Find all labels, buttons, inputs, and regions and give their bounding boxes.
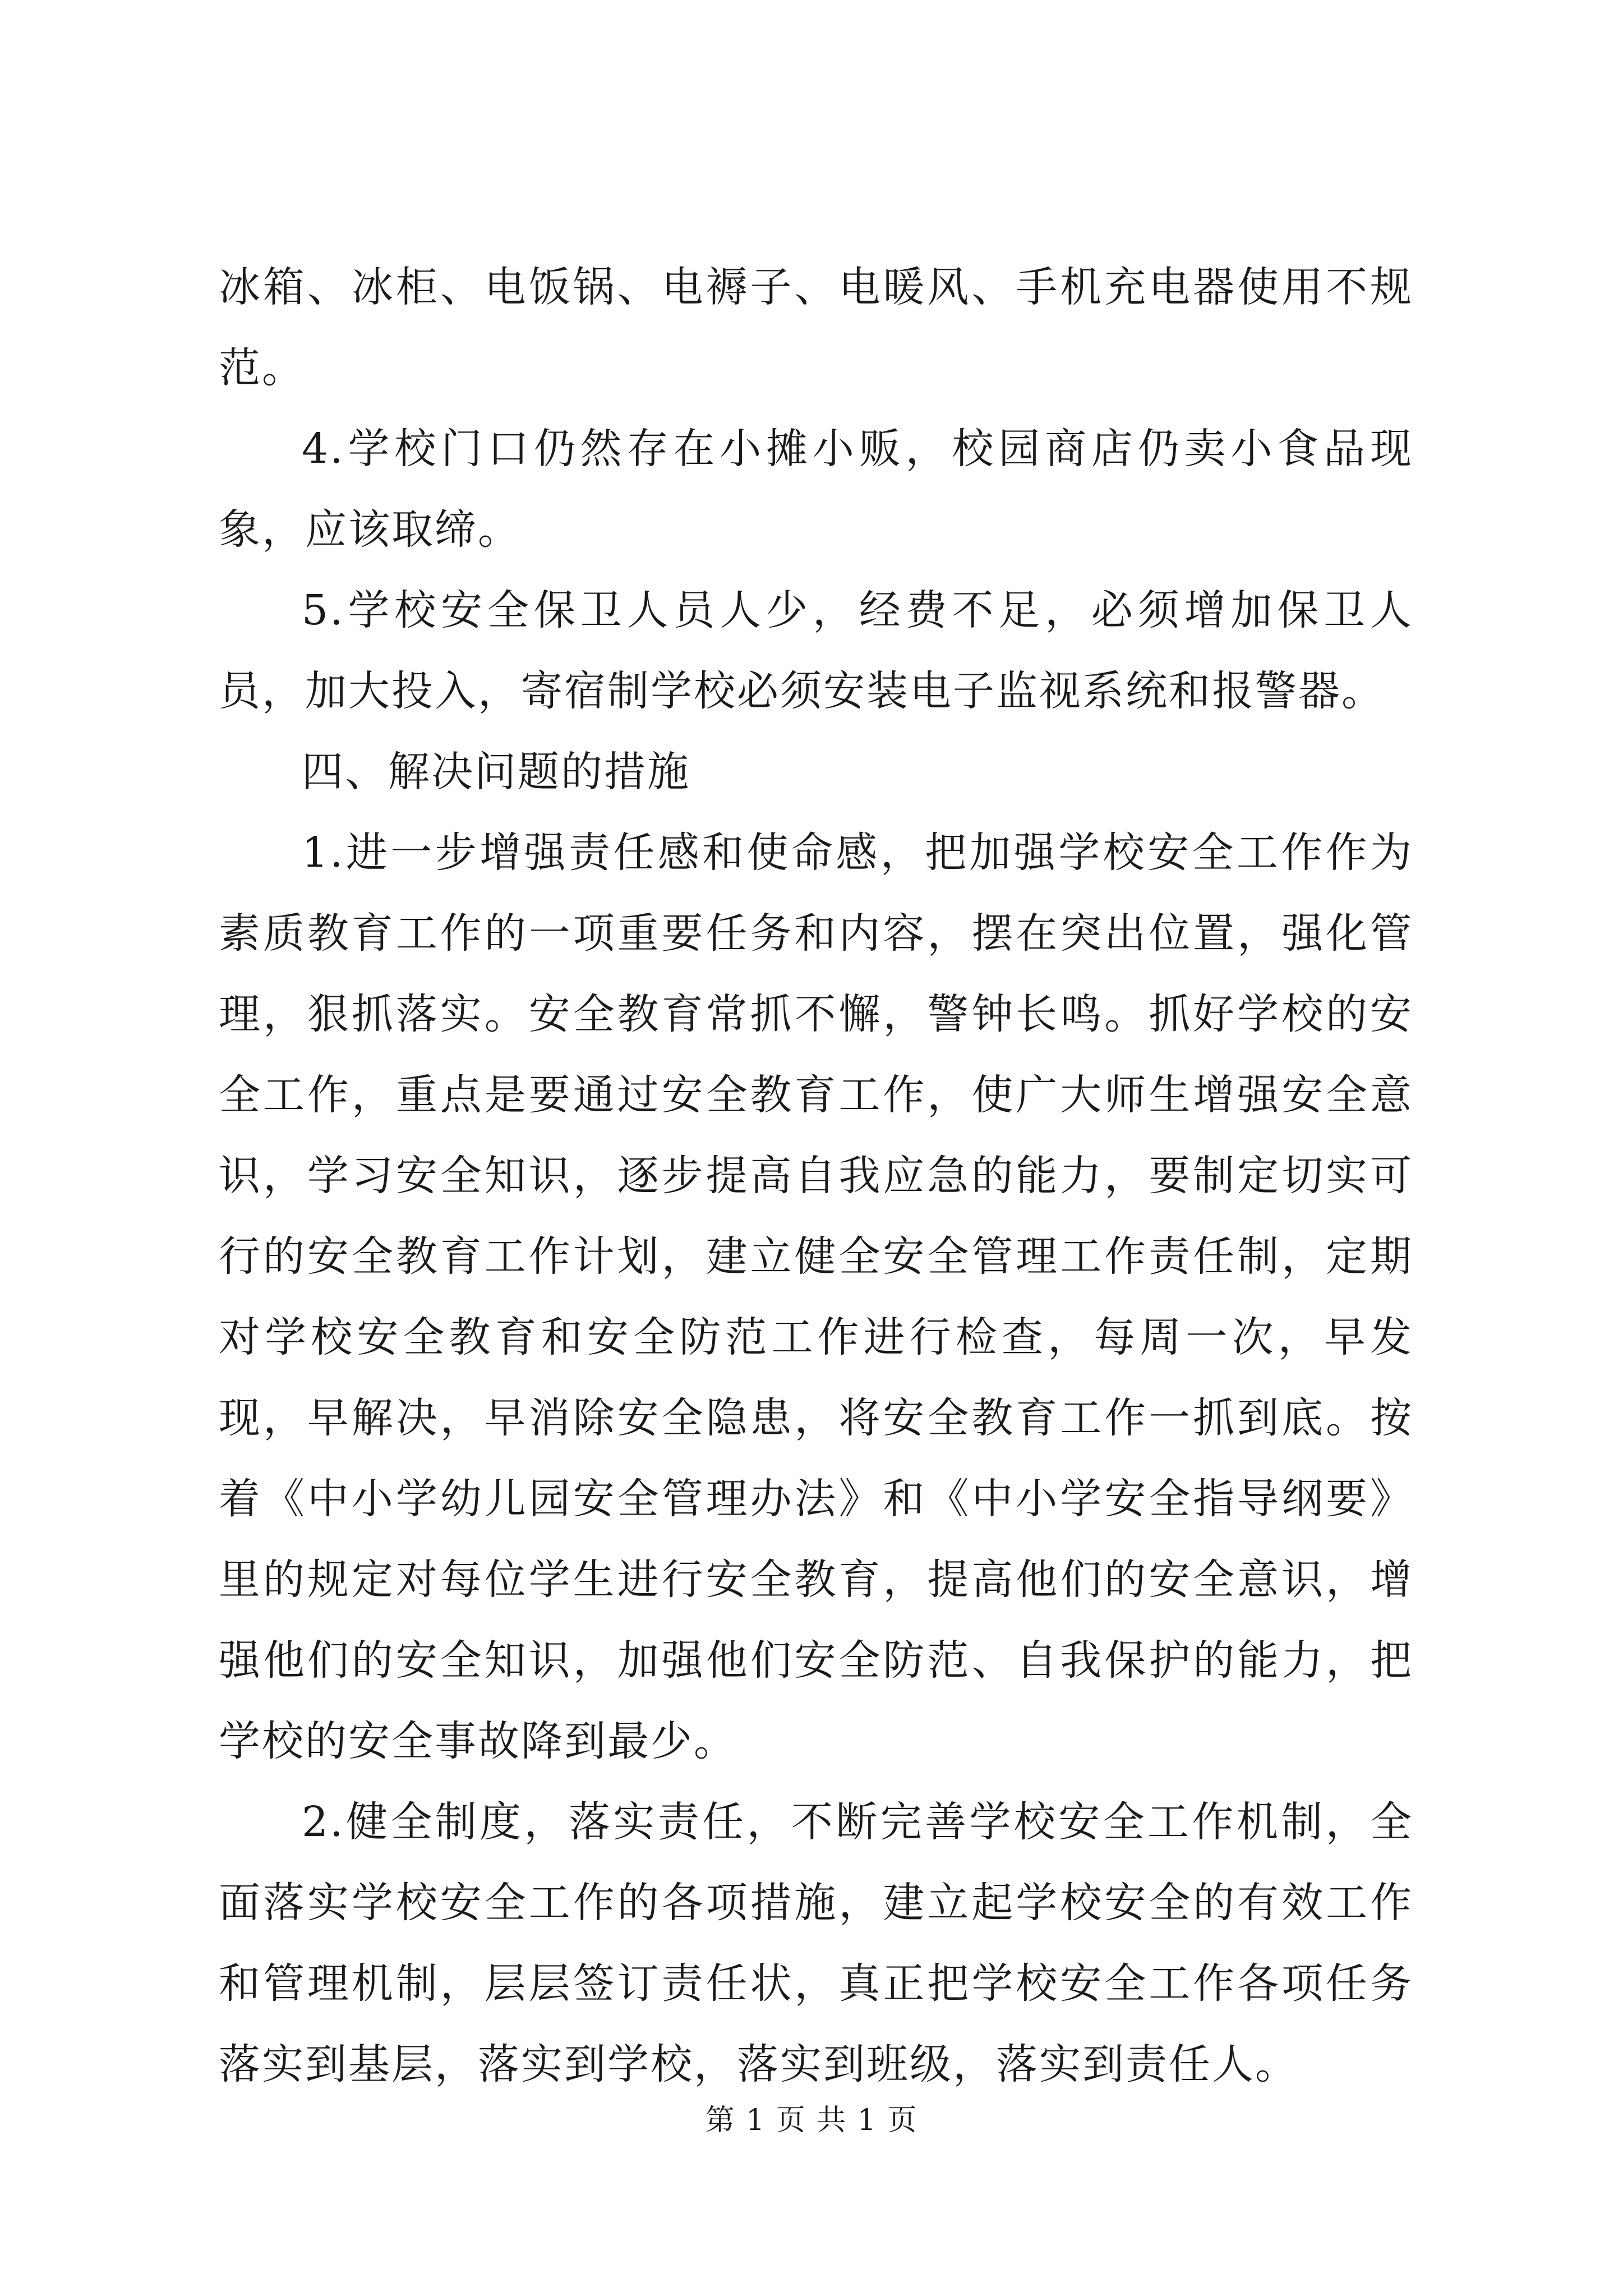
paragraph-appliances: 冰箱、冰柜、电饭锅、电褥子、电暖风、手机充电器使用不规范。: [219, 263, 1413, 392]
paragraph-item-4: 4.学校门口仍然存在小摊小贩，校园商店仍卖小食品现象，应该取缔。: [219, 425, 1413, 554]
paragraph-measure-2: 2.健全制度，落实责任，不断完善学校安全工作机制，全面落实学校安全工作的各项措施，建立起学校安全的有效工作和管理机制，层层签订责任状，真正把学校安全工作各项任务落实到基层，落实到学校，落实到班级，落实到责任人。: [219, 1798, 1413, 2088]
document-body: [219, 247, 1413, 2105]
section-heading-measures: 四、解决问题的措施: [302, 748, 690, 796]
paragraph-item-5: 5.学校安全保卫人员人少，经费不足，必须增加保卫人员，加大投入，寄宿制学校必须安装电子监视系统和报警器。: [219, 586, 1413, 715]
page-number-label: 第 1 页 共 1 页: [705, 2104, 918, 2137]
page-footer: [0, 2098, 1623, 2143]
paragraph-measure-1: 1.进一步增强责任感和使命感，把加强学校安全工作作为素质教育工作的一项重要任务和内容，摆在突出位置，强化管理，狠抓落实。安全教育常抓不懈，警钟长鸣。抓好学校的安全工作，重点是要通过安全教育工作，使广大师生增强安全意识，学习安全知识，逐步提高自我应急的能力，要制定切实可行的安全教育工作计划，建立健全安全管理工作责任制，定期对学校安全教育和安全防范工作进行检查，每周一次，早发现，早解决，早消除安全隐患，将安全教育工作一抓到底。按着《中小学幼儿园安全管理办法》和《中小学安全指导纲要》里的规定对每位学生进行安全教育，提高他们的安全意识，增强他们的安全知识，加强他们安全防范、自我保护的能力，把学校的安全事故降到最少。: [219, 829, 1413, 1765]
